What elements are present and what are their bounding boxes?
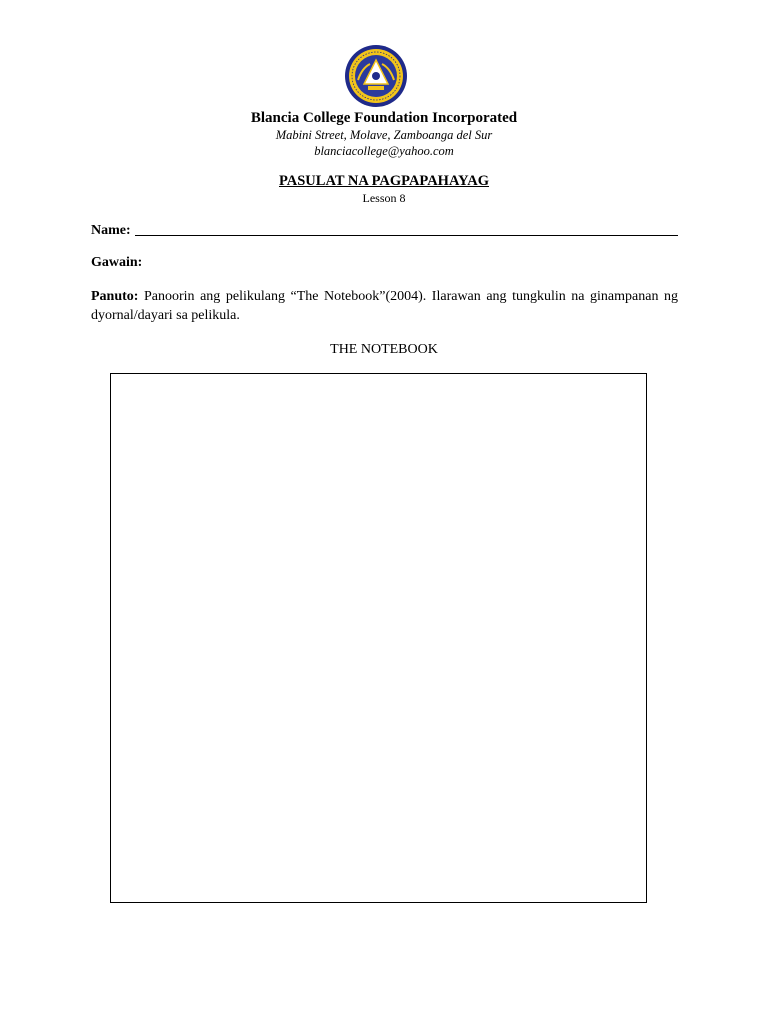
name-label: Name:: [91, 223, 131, 238]
school-address: Mabini Street, Molave, Zamboanga del Sur: [275, 128, 493, 142]
worksheet-title: PASULAT NA PAGPAPAHAYAG: [278, 173, 489, 189]
answer-box: [110, 373, 647, 903]
panuto-text: Panoorin ang pelikulang “The Notebook”(2004). Ilarawan ang tungkulin na ginampanan ng dyornal/dayari sa pelikula.: [91, 289, 679, 323]
school-name: Blancia College Foundation Incorporated: [250, 110, 518, 126]
name-blank-line: [135, 235, 678, 236]
gawain-label: Gawain:: [91, 255, 143, 270]
panuto-label: Panuto:: [91, 289, 139, 304]
answer-box-title: THE NOTEBOOK: [330, 342, 438, 357]
school-seal-logo: [344, 44, 408, 108]
name-field-row: [91, 221, 678, 239]
panuto-instructions: [91, 287, 678, 325]
school-email: blanciacollege@yahoo.com: [314, 144, 454, 158]
lesson-number: Lesson 8: [362, 191, 406, 205]
